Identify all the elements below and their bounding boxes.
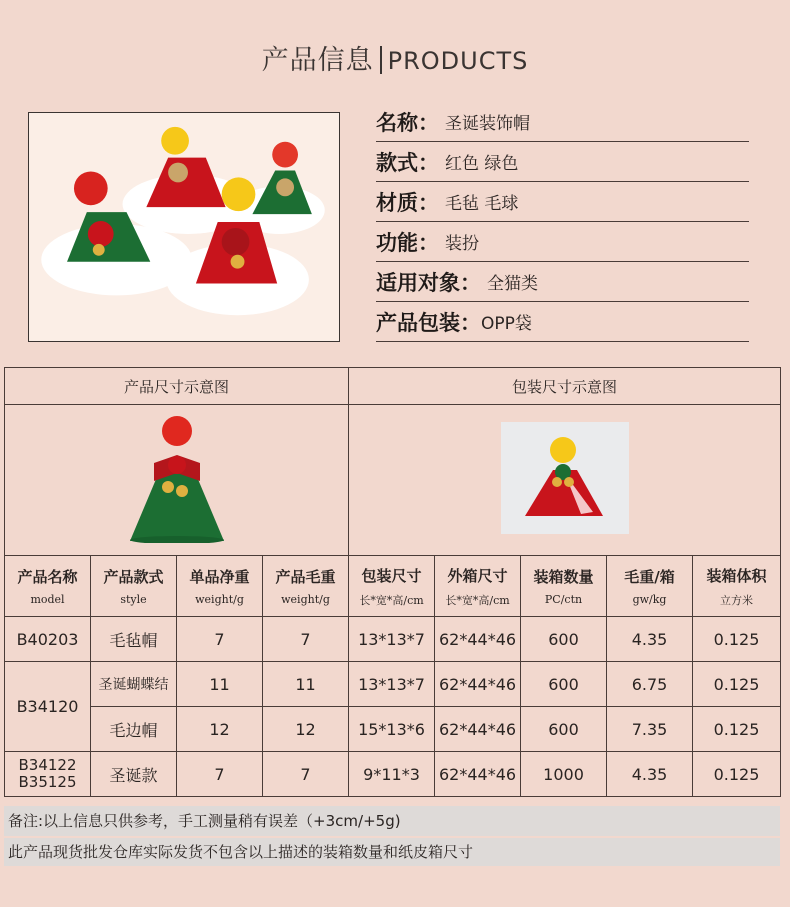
cell-gross: 7 [263,617,349,662]
cell-pack: 15*13*6 [349,707,435,752]
note-line-2: 此产品现货批发仓库实际发货不包含以上描述的装箱数量和纸皮箱尺寸 [4,838,780,866]
title-divider [380,46,382,74]
title-cn: 产品信息 [261,45,374,76]
model-line-2: B35125 [18,773,77,791]
cell-model [5,752,91,797]
col-header: 产品款式 style [91,556,177,617]
info-row-target [376,262,749,302]
product-info-list [376,102,749,342]
cell-style: 圣诞款 [91,752,177,797]
cell-vol: 0.125 [693,662,781,707]
col-header: 装箱数量 PC/ctn [521,556,607,617]
cell-gross: 11 [263,662,349,707]
info-key: 适用对象： [376,270,481,295]
table-row [5,752,781,797]
cell-style: 圣诞蝴蝶结 [91,662,177,707]
cell-vol: 0.125 [693,707,781,752]
cell-carton: 62*44*46 [435,707,521,752]
cell-qty: 600 [521,707,607,752]
table-row [5,617,781,662]
info-value: 全猫类 [487,274,538,294]
cell-carton: 62*44*46 [435,752,521,797]
cell-vol: 0.125 [693,617,781,662]
page-title [0,38,790,77]
cell-gw: 6.75 [607,662,693,707]
cell-model: B34120 [5,662,91,752]
package-size-image [349,405,781,556]
cell-qty: 1000 [521,752,607,797]
info-value: 装扮 [445,234,479,254]
info-key: 名称： [376,110,439,135]
info-value: 红色 绿色 [445,154,519,174]
cell-gross: 12 [263,707,349,752]
info-row-name [376,102,749,142]
table-row [5,707,781,752]
info-value: 圣诞装饰帽 [445,114,530,134]
table-row [5,662,781,707]
cell-model: B40203 [5,617,91,662]
product-size-header: 产品尺寸示意图 [5,368,349,405]
product-photo [28,112,340,342]
col-header: 产品名称 model [5,556,91,617]
info-row-material [376,182,749,222]
cell-qty: 600 [521,617,607,662]
note-line-1: 备注:以上信息只供参考，手工测量稍有误差（+3cm/+5g) [4,806,780,836]
info-row-function [376,222,749,262]
cell-carton: 62*44*46 [435,617,521,662]
cell-pack: 13*13*7 [349,617,435,662]
cell-gw: 4.35 [607,617,693,662]
cell-style: 毛毡帽 [91,617,177,662]
col-header: 单品净重 weight/g [177,556,263,617]
info-row-package [376,302,749,342]
cell-pack: 13*13*7 [349,662,435,707]
cell-gw: 7.35 [607,707,693,752]
col-header: 产品毛重 weight/g [263,556,349,617]
cell-net: 12 [177,707,263,752]
col-header: 装箱体积 立方米 [693,556,781,617]
col-header: 外箱尺寸 长*宽*高/cm [435,556,521,617]
cell-net: 7 [177,752,263,797]
info-key: 产品包装： [376,310,481,335]
cell-net: 7 [177,617,263,662]
info-key: 功能： [376,230,439,255]
cell-carton: 62*44*46 [435,662,521,707]
info-row-style [376,142,749,182]
info-key: 材质： [376,190,439,215]
column-header-row [5,556,781,617]
package-image [495,418,635,538]
cell-vol: 0.125 [693,752,781,797]
cell-gw: 4.35 [607,752,693,797]
hat-image [122,413,232,543]
package-size-header: 包装尺寸示意图 [349,368,781,405]
cell-pack: 9*11*3 [349,752,435,797]
info-key: 款式： [376,150,439,175]
cell-qty: 600 [521,662,607,707]
cell-gross: 7 [263,752,349,797]
spec-table [4,367,781,797]
cell-net: 11 [177,662,263,707]
col-header: 毛重/箱 gw/kg [607,556,693,617]
col-header: 包装尺寸 长*宽*高/cm [349,556,435,617]
info-value: OPP袋 [481,314,532,334]
info-value: 毛毡 毛球 [445,194,519,214]
title-en: PRODUCTS [387,47,529,75]
cell-style: 毛边帽 [91,707,177,752]
product-size-image [5,405,349,556]
model-line-1: B34122 [18,756,77,774]
